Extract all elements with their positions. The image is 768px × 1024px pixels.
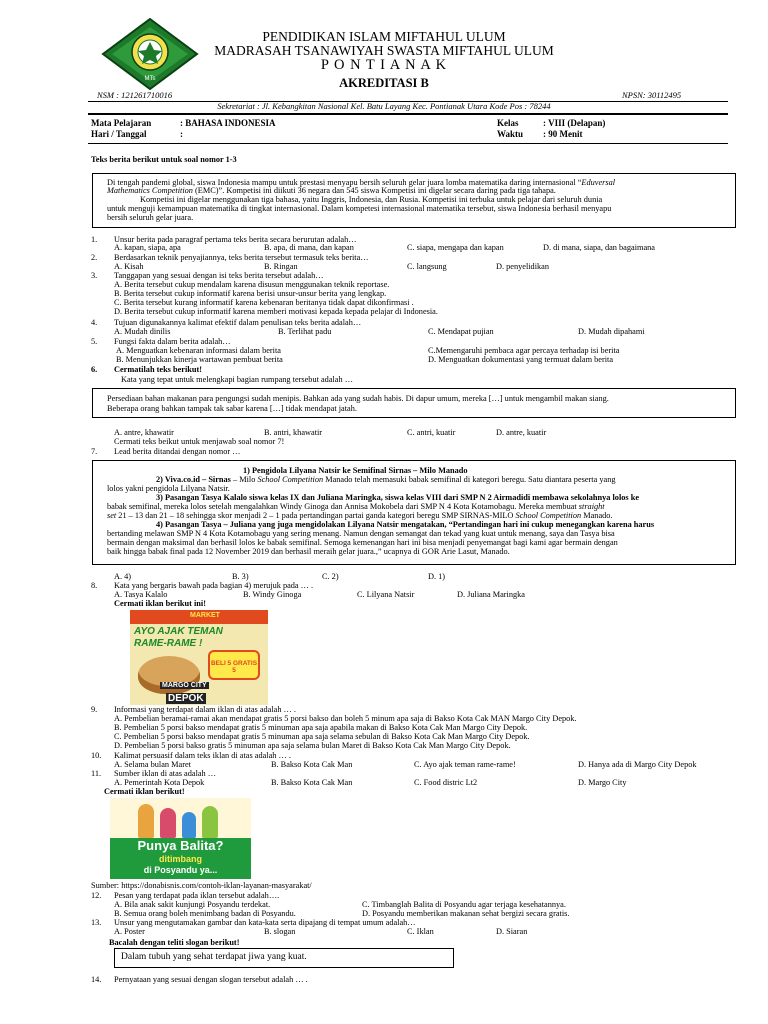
q10-number: 10. xyxy=(91,751,102,760)
q4-option-a[interactable]: A. Mudah dinilis xyxy=(114,327,171,336)
q8-option-c[interactable]: C. Lilyana Natsir xyxy=(357,590,415,599)
header-line-4: AKREDITASI B xyxy=(339,76,429,90)
news2-p2-line-1: 2) Viva.co.id – Sirnas – Milo School Competition Manado telah memasuki babak semifinal di kategori beregu. Satu diantara peserta yang xyxy=(156,475,616,484)
q14-number: 14. xyxy=(91,975,102,984)
q5-option-b[interactable]: B. Menunjukkan kinerja wartawan pembuat berita xyxy=(116,355,283,364)
q4-option-d[interactable]: D. Mudah dipahami xyxy=(578,327,645,336)
ad1-label: Cermati iklan berikut ini! xyxy=(114,599,206,608)
mapel-label: Mata Pelajaran xyxy=(91,118,152,128)
q4-number: 4. xyxy=(91,318,98,327)
q10-text: Kalimat persuasif dalam teks iklan di atas adalah … . xyxy=(114,751,291,760)
q1-text: Unsur berita pada paragraf pertama teks berita secara berurutan adalah… xyxy=(114,235,357,244)
intro-text: Teks berita berikut untuk soal nomor 1-3 xyxy=(91,155,237,164)
waktu-label: Waktu xyxy=(497,129,524,139)
q6-option-c[interactable]: C. antri, kuatir xyxy=(407,428,456,437)
q5-number: 5. xyxy=(91,337,98,346)
slogan-label: Bacalah dengan teliti slogan berikut! xyxy=(109,938,240,947)
bakso-ad-image xyxy=(130,610,268,705)
ad1-mall-2: DEPOK xyxy=(168,693,204,704)
q1-option-d[interactable]: D. di mana, siapa, dan bagaimana xyxy=(543,243,655,252)
ad1-headline-1: AYO AJAK TEMAN xyxy=(134,626,223,637)
q1-number: 1. xyxy=(91,235,98,244)
q11-option-c[interactable]: C. Food distric Lt2 xyxy=(414,778,478,787)
q12-option-c[interactable]: C. Timbanglah Balita di Posyandu agar terjaga kesehatannya. xyxy=(362,900,566,909)
q8-option-d[interactable]: D. Juliana Maringka xyxy=(457,590,525,599)
q8-number: 8. xyxy=(91,581,98,590)
q6-text: Cermatilah teks berikut! xyxy=(114,365,203,374)
news2-title: 1) Pengidola Lilyana Natsir ke Semifinal Sirnas – Milo Manado xyxy=(243,466,468,475)
news2-p4-line-3: bermain dengan maksimal dan berhasil lolos ke babak semifinal. Semoga kemenangan hari ini bisa menjadi penyemangat bagi kami agar bermain dengan xyxy=(107,538,618,547)
kelas-value: : VIII (Delapan) xyxy=(543,118,606,128)
q12-option-a[interactable]: A. Bila anak sakit kunjungi Posyandu terdekat. xyxy=(114,900,271,909)
ad1-headline-2: RAME-RAME ! xyxy=(134,638,203,649)
mapel-value: : BAHASA INDONESIA xyxy=(180,118,276,128)
q11-option-a[interactable]: A. Pemerintah Kota Depok xyxy=(114,778,205,787)
news1-line-4: untuk menguji kemampuan matematika di tingkat internasional. Dalam kompetesi internasional matematika tersebut, siswa Indonesia berhasil menyapu xyxy=(107,204,612,213)
q2-option-c[interactable]: C. langsung xyxy=(407,262,447,271)
q12-option-d[interactable]: D. Posyandu memberikan makanan sehat bergizi secara gratis. xyxy=(362,909,570,918)
q3-option-d[interactable]: D. Berita tersebut cukup informatif karena memberi motivasi kepada kepada pelajar di Indonesia. xyxy=(114,307,438,316)
q12-text: Pesan yang terdapat pada iklan tersebut adalah…. xyxy=(114,891,280,900)
q5-option-a[interactable]: A. Menguatkan kebenaran informasi dalam berita xyxy=(116,346,281,355)
header-line-1: PENDIDIKAN ISLAM MIFTAHUL ULUM xyxy=(262,29,506,44)
q11-number: 11. xyxy=(91,769,102,778)
q5-text: Fungsi fakta dalam berita adalah… xyxy=(114,337,231,346)
nsm-number: NSM : 121261710016 xyxy=(97,90,173,100)
q11-option-b[interactable]: B. Bakso Kota Cak Man xyxy=(271,778,353,787)
news2-p2-line-2: lolos yakni pengidola Lilyana Natsir. xyxy=(107,484,230,493)
q6-option-b[interactable]: B. antri, khawatir xyxy=(264,428,323,437)
q6-subtext: Kata yang tepat untuk melengkapi bagian rumpang tersebut adalah … xyxy=(121,375,354,384)
q6-number: 6. xyxy=(91,365,98,374)
q10-option-a[interactable]: A. Selama bulan Maret xyxy=(114,760,191,769)
address-rule xyxy=(88,113,728,115)
q10-option-d[interactable]: D. Hanya ada di Margo City Depok xyxy=(578,760,697,769)
kelas-label: Kelas xyxy=(497,118,519,128)
news2-p3-line-1: 3) Pasangan Tasya Kalalo siswa kelas IX dan Juliana Maringka, siswa kelas VIII dari SMP N 2 Airmadidi membawa sekolahnya lolos ke xyxy=(156,493,639,502)
q7-option-a[interactable]: A. 4) xyxy=(114,572,132,581)
ad2-headline-2: ditimbang xyxy=(159,854,202,864)
hari-label: Hari / Tanggal xyxy=(91,129,147,139)
q3-number: 3. xyxy=(91,271,98,280)
ad2-headline-1: Punya Balita? xyxy=(137,838,224,853)
q13-option-c[interactable]: C. Iklan xyxy=(407,927,434,936)
q13-number: 13. xyxy=(91,918,102,927)
q10-option-c[interactable]: C. Ayo ajak teman rame-rame! xyxy=(414,760,516,769)
posyandu-ad-image xyxy=(110,798,251,879)
q8-text: Kata yang bergaris bawah pada bagian 4) merujuk pada … . xyxy=(114,581,314,590)
q9-option-b[interactable]: B. Pembelian 5 porsi bakso mendapat gratis 5 minuman apa saja apabila makan di Bakso Kota Cak Man Margo City Depok. xyxy=(114,723,528,732)
meta-rule xyxy=(88,143,728,144)
q13-option-d[interactable]: D. Siaran xyxy=(496,927,528,936)
ad2-headline-3: di Posyandu ya... xyxy=(143,865,218,875)
q5-option-d[interactable]: D. Menguatkan dokumentasi yang termuat dalam berita xyxy=(428,355,614,364)
q8-option-a[interactable]: A. Tasya Kalalo xyxy=(114,590,168,599)
q7-option-d[interactable]: D. 1) xyxy=(428,572,446,581)
news2-p4-line-4: baik hingga babak final pada 12 November 2019 dan berhasil meraih gelar juara.,” ucapnya di GOR Arie Lasut, Manado. xyxy=(107,547,510,556)
q3-option-c[interactable]: C. Berita tersebut kurang informatif karena kebenaran beritanya tidak dapat dikonfirmasi . xyxy=(114,298,414,307)
q4-option-b[interactable]: B. Terlihat padu xyxy=(278,327,332,336)
news2-p4-line-2: bertanding melawan SMP N 4 Kota Kotamobagu yang sering menang. Namun dengan semangat dan tekad yang kuat untuk menang, saya dan Tasya bisa xyxy=(107,529,615,538)
ad1-promo-text: BELI 5 GRATIS 5 xyxy=(210,660,258,674)
news1-line-3: Kompetisi ini digelar menggunakan tiga bahasa, yaitu Inggris, Indonesia, dan Rusia. Kompetisi ini terbuka untuk pelajar dari seluruh dunia xyxy=(140,195,603,204)
waktu-value: : 90 Menit xyxy=(543,129,583,139)
news1-line-5: bersih seluruh gelar juara. xyxy=(107,213,194,222)
ad1-mall-1: MARGO CITY xyxy=(162,682,207,689)
q3-option-b[interactable]: B. Berita tersebut cukup informatif karena berisi unsur-unsur berita yang lengkap. xyxy=(114,289,387,298)
header-line-3: P O N T I A N A K xyxy=(320,57,448,73)
q11-text: Sumber iklan di atas adalah … xyxy=(114,769,217,778)
q9-option-c[interactable]: C. Pembelian 5 porsi bakso mendapat gratis 5 minuman apa saja selama sebulan di Bakso Kota Cak Man Margo City Depok. xyxy=(114,732,530,741)
box2-line-1: Persediaan bahan makanan para pengungsi sudah menipis. Bahkan ada yang sudah habis. Di dapur umum, mereka […] untuk mengambil makan siang. xyxy=(107,394,609,403)
q13-text: Unsur yang mengutamakan gambar dan kata-kata serta dipajang di tempat umum adalah… xyxy=(114,918,416,927)
q11-option-d[interactable]: D. Margo City xyxy=(578,778,627,787)
news2-p4-line-1: 4) Pasangan Tasya – Juliana yang juga mengidolakan Lilyana Natsir mengatakan, “Pertandingan hari ini cukup menegangkan karena harus xyxy=(156,520,655,529)
q13-option-a[interactable]: A. Poster xyxy=(114,927,145,936)
q9-option-d[interactable]: D. Pembelian 5 porsi bakso gratis 5 minuman apa saja selama bulan Maret di Bakso Kota Cak Man Margo City Depok. xyxy=(114,741,511,750)
ad2-source: Sumber: https://donabisnis.com/contoh-iklan-layanan-masyarakat/ xyxy=(91,881,312,890)
q1-option-b[interactable]: B. apa, di mana, dan kapan xyxy=(264,243,354,252)
hari-value: : xyxy=(180,129,183,139)
news2-p3-line-2: babak semifinal, mereka lolos setelah mengalahkan Windy Ginoga dan Annisa Mokobela dari SMP N 4 Kota Kotamobagu. Mereka membuat straight xyxy=(107,502,605,511)
box2-line-2: Beberapa orang bahkan tampak tak sabar karena […] tidak mendapat jatah. xyxy=(107,404,357,413)
note-q7: Cermati teks beikut untuk menjawab soal nomor 7! xyxy=(114,437,285,446)
slogan-text: Dalam tubuh yang sehat terdapat jiwa yang kuat. xyxy=(121,952,307,962)
q9-option-a[interactable]: A. Pembelian beramai-ramai akan mendapat gratis 5 porsi bakso dan boleh 5 minum apa saja di Bakso Kota Cak MAN Margo City Depok. xyxy=(114,714,577,723)
q8-option-b[interactable]: B. Windy Ginoga xyxy=(243,590,302,599)
q12-option-b[interactable]: B. Semua orang boleh menimbang badan di Posyandu. xyxy=(114,909,296,918)
q1-option-c[interactable]: C. siapa, mengapa dan kapan xyxy=(407,243,504,252)
q2-option-d[interactable]: D. penyelidikan xyxy=(496,262,549,271)
q6-option-a[interactable]: A. antre, khawatir xyxy=(114,428,174,437)
q9-number: 9. xyxy=(91,705,98,714)
q4-option-c[interactable]: C. Mendapat pujian xyxy=(428,327,494,336)
q14-text: Pernyataan yang sesuai dengan slogan tersebut adalah … . xyxy=(114,975,308,984)
header-line-2: MADRASAH TSANAWIYAH SWASTA MIFTAHUL ULUM xyxy=(214,43,554,58)
q9-text: Informasi yang terdapat dalam iklan di atas adalah … . xyxy=(114,705,297,714)
npsn-number: NPSN: 30112495 xyxy=(622,90,682,100)
q13-option-b[interactable]: B. slogan xyxy=(264,927,296,936)
q6-option-d[interactable]: D. antre, kuatir xyxy=(496,428,547,437)
q7-number: 7. xyxy=(91,447,98,456)
news1-line-1: Di tengah pandemi global, siswa Indonesia mampu untuk prestasi menyapu bersih seluruh gelar juara lomba matematika daring internasional “Eduversal xyxy=(107,178,616,187)
q7-text: Lead berita ditandai dengan nomor … xyxy=(114,447,241,456)
q12-number: 12. xyxy=(91,891,102,900)
q10-option-b[interactable]: B. Bakso Kota Cak Man xyxy=(271,760,353,769)
q2-text: Berdasarkan teknik penyajiannya, teks berita tersebut termasuk teks berita… xyxy=(114,253,369,262)
q2-number: 2. xyxy=(91,253,98,262)
news1-line-2: Mathematics Competition (EMC)”. Kompetisi ini diikuti 36 negara dan 545 siswa Kompetisi ini digelar secara daring pada tiga tahapa. xyxy=(107,186,556,195)
q2-option-a[interactable]: A. Kisah xyxy=(114,262,144,271)
ad2-label: Cermati iklan berikut! xyxy=(104,787,185,796)
q7-option-c[interactable]: C. 2) xyxy=(322,572,339,581)
q7-option-b[interactable]: B. 3) xyxy=(232,572,249,581)
q3-option-a[interactable]: A. Berita tersebut cukup mendalam karena disusun menggunakan teknik reportase. xyxy=(114,280,390,289)
q5-option-c[interactable]: C.Memengaruhi pembaca agar percaya terhadap isi berita xyxy=(428,346,620,355)
q3-text: Tanggapan yang sesuai dengan isi teks berita tersebut adalah… xyxy=(114,271,324,280)
logo-text: MTs xyxy=(144,76,156,82)
family-figures-icon xyxy=(128,804,228,840)
ad1-top-text: MARKET xyxy=(190,612,220,619)
school-address: Sekretariat : Jl. Kebangkitan Nasional Kel. Batu Layang Kec. Pontianak Utara Kode Pos : 78244 xyxy=(217,101,551,111)
q2-option-b[interactable]: B. Ringan xyxy=(264,262,298,271)
q4-text: Tujuan digunakannya kalimat efektif dalam penulisan teks berita adalah… xyxy=(114,318,362,327)
news2-p3-line-3: set 21 – 13 dan 21 – 18 sehingga skor menjadi 2 – 1 pada pertandingan partai ganda kategori beregu SMP SIRNAS-MILO School Competition Manado. xyxy=(107,511,613,520)
q1-option-a[interactable]: A. kapan, siapa, apa xyxy=(114,243,181,252)
